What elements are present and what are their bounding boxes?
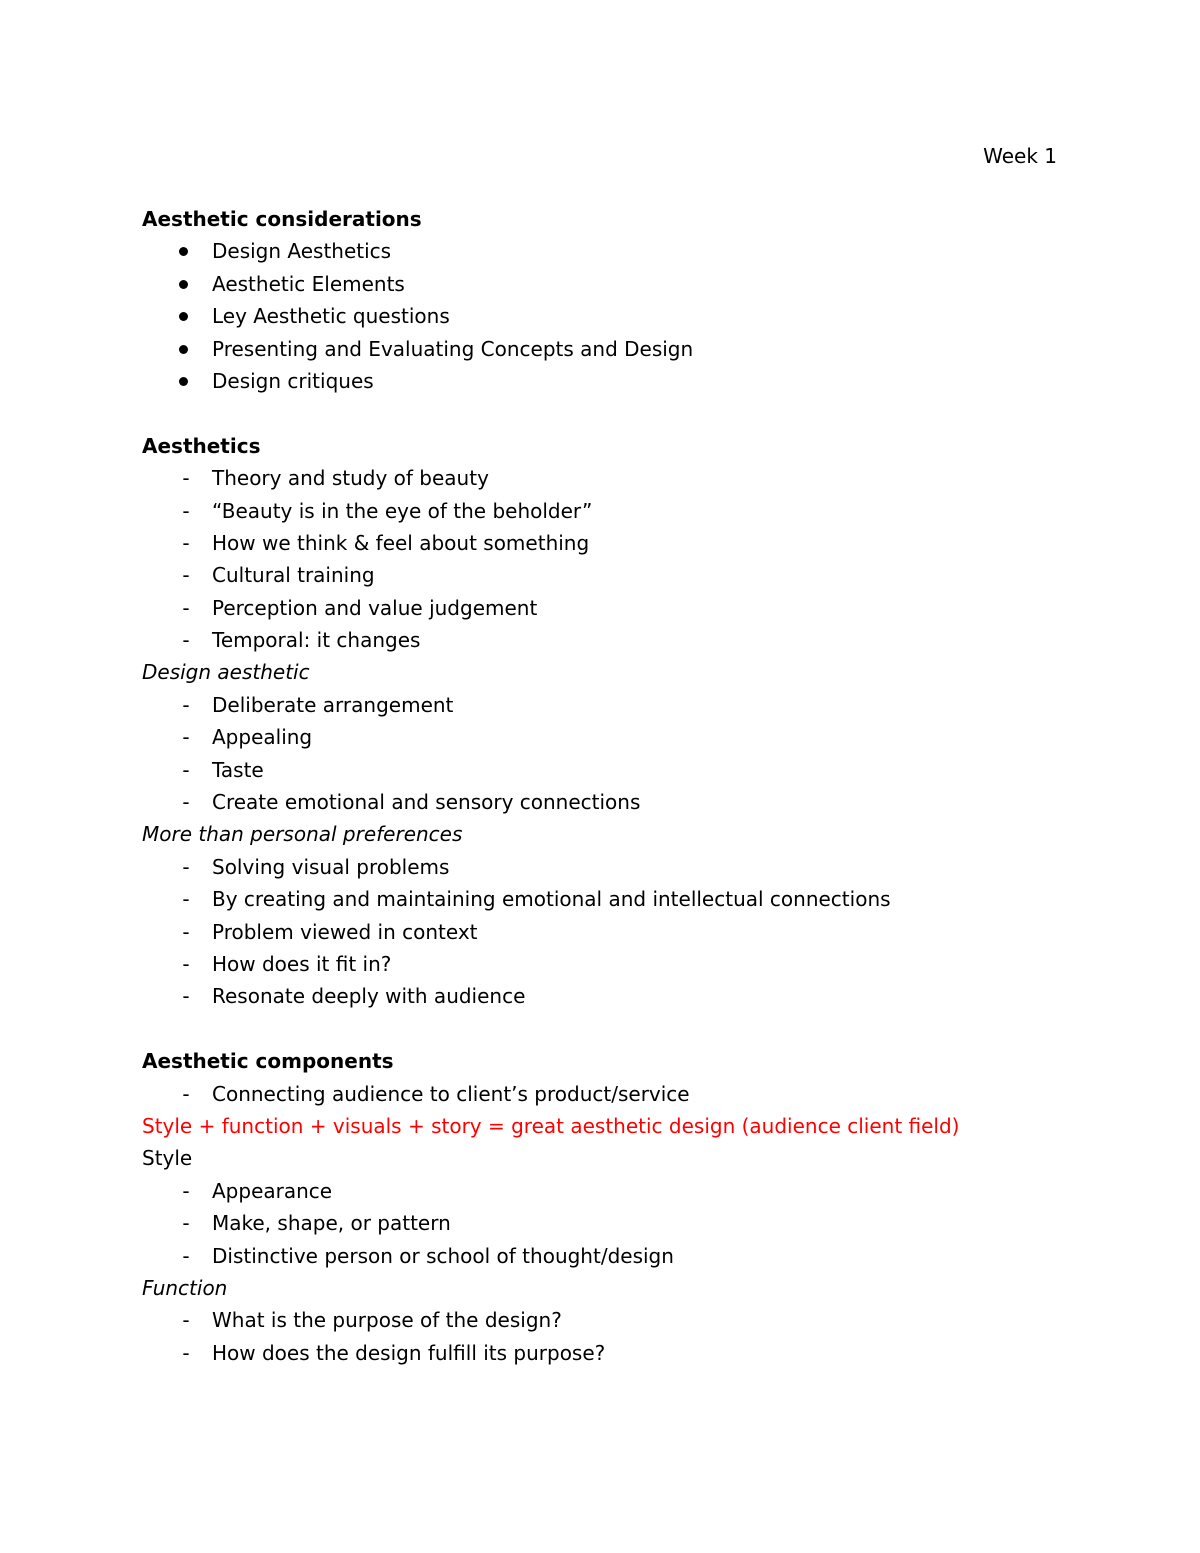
list-item-text: What is the purpose of the design? [212,1308,562,1333]
list-item [142,1304,1062,1336]
list-item [142,754,1062,786]
bullet-icon [179,247,188,256]
list-item-text: Ley Aesthetic questions [212,304,450,329]
list-item-text: Make, shape, or pattern [212,1211,451,1236]
list-item [142,235,1062,267]
dash-icon: - [182,1211,190,1236]
list-item-text: Connecting audience to client’s product/service [212,1081,690,1106]
dash-icon: - [182,757,190,782]
dash-icon: - [182,1178,190,1203]
dash-icon: - [182,951,190,976]
list-item [142,559,1062,591]
list-item [142,365,1062,397]
list-item [142,624,1062,656]
list-item-text: Perception and value judgement [212,595,538,620]
heading-aesthetic-considerations: Aesthetic considerations [142,207,422,231]
list-item [142,1078,1062,1110]
list-item [142,786,1062,818]
spacer [142,1013,1062,1045]
list-item [142,883,1062,915]
list-item-text: Cultural training [212,563,375,588]
list-item-text: Design critiques [212,368,374,393]
list-item [142,462,1062,494]
subheading-function: Function [142,1275,228,1300]
list-item-text: How we think & feel about something [212,530,590,555]
formula-highlight: Style + function + visuals + story = great aesthetic design (audience client field) [142,1113,960,1138]
list-item-text: Temporal: it changes [212,628,421,653]
dash-icon: - [182,563,190,588]
list-item [142,948,1062,980]
list-item-text: Presenting and Evaluating Concepts and Design [212,336,694,361]
dash-icon: - [182,1243,190,1268]
notes-content [142,203,1062,1369]
dash-icon: - [182,1081,190,1106]
subheading-design-aesthetic: Design aesthetic [142,660,310,685]
list-item-text: Resonate deeply with audience [212,984,526,1009]
list-item [142,592,1062,624]
list-item [142,1337,1062,1369]
dash-icon: - [182,887,190,912]
dash-icon: - [182,919,190,944]
week-label: Week 1 [983,144,1057,168]
dash-icon: - [182,854,190,879]
dash-icon: - [182,1308,190,1333]
list-item [142,333,1062,365]
list-item [142,495,1062,527]
list-item [142,1175,1062,1207]
heading-aesthetic-components: Aesthetic components [142,1049,394,1074]
dash-icon: - [182,790,190,815]
list-item [142,1240,1062,1272]
list-item-text: “Beauty is in the eye of the beholder” [212,498,593,523]
list-item-text: By creating and maintaining emotional and intellectual connections [212,887,891,912]
dash-icon: - [182,725,190,750]
list-item-text: Problem viewed in context [212,919,478,944]
dash-icon: - [182,595,190,620]
dash-icon: - [182,530,190,555]
list-item-text: Distinctive person or school of thought/design [212,1243,674,1268]
list-item-text: Design Aesthetics [212,239,392,264]
list-item [142,980,1062,1012]
dash-icon: - [182,498,190,523]
list-item-text: Aesthetic Elements [212,271,405,296]
list-item-text: How does the design fulfill its purpose? [212,1340,606,1365]
bullet-icon [179,345,188,354]
bullet-icon [179,280,188,289]
bullet-icon [179,377,188,386]
list-item-text: Deliberate arrangement [212,692,454,717]
list-item [142,527,1062,559]
subheading-style: Style [142,1146,193,1171]
dash-icon: - [182,692,190,717]
dash-icon: - [182,984,190,1009]
list-item-text: Appealing [212,725,313,750]
dash-icon: - [182,466,190,491]
list-item [142,268,1062,300]
bullet-icon [179,312,188,321]
list-item-text: Create emotional and sensory connections [212,790,641,815]
list-item-text: How does it fit in? [212,951,392,976]
dash-icon: - [182,628,190,653]
list-item-text: Taste [212,757,264,782]
list-item [142,1207,1062,1239]
list-item-text: Appearance [212,1178,333,1203]
list-item [142,851,1062,883]
dash-icon: - [182,1340,190,1365]
heading-aesthetics: Aesthetics [142,433,261,458]
list-item-text: Theory and study of beauty [212,466,489,491]
list-item [142,689,1062,721]
spacer [142,397,1062,429]
list-item [142,300,1062,332]
list-item-text: Solving visual problems [212,854,450,879]
list-item [142,721,1062,753]
list-item [142,916,1062,948]
subheading-more-than-personal-preferences: More than personal preferences [142,822,463,847]
